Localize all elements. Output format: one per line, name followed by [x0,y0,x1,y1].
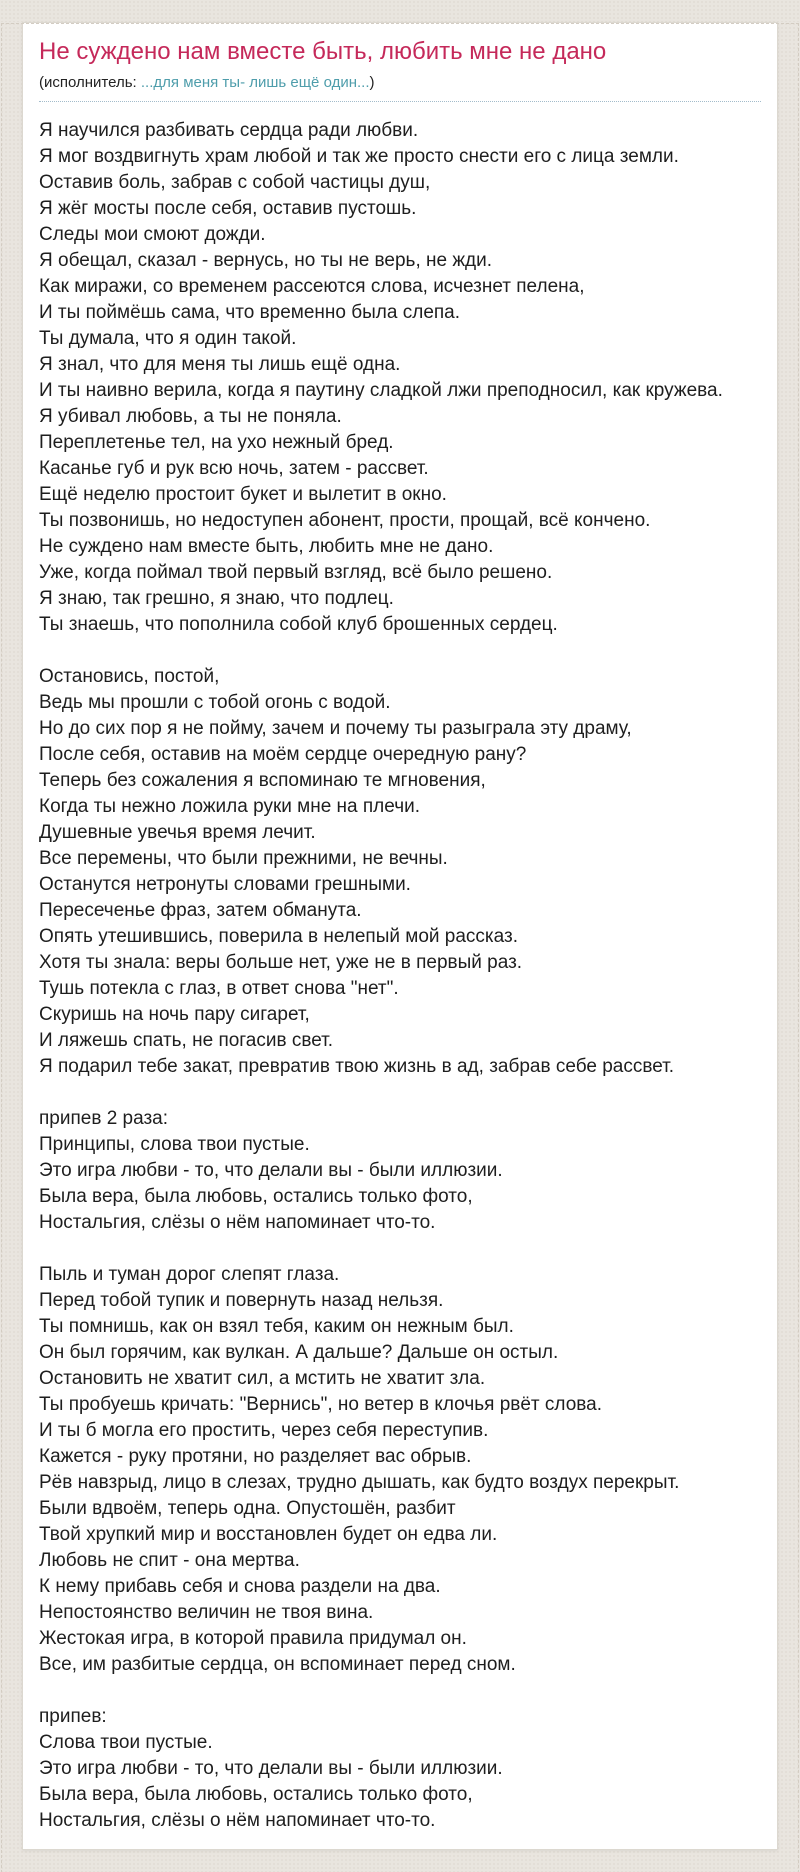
lyric-line: Я жёг мосты после себя, оставив пустошь. [39,198,417,219]
artist-link[interactable]: ...для меня ты- лишь ещё один... [140,74,370,91]
lyric-line: припев: [39,1706,107,1727]
lyric-line: Была вера, была любовь, остались только фото, [39,1784,473,1805]
stanza [39,118,761,638]
lyric-line: Ностальгия, слёзы о нём напоминает что-то. [39,1212,436,1233]
lyric-line: Тушь потекла с глаз, в ответ снова "нет". [39,978,399,999]
lyric-line: Останутся нетронуты словами грешными. [39,874,411,895]
lyric-line: Я научился разбивать сердца ради любви. [39,120,419,141]
lyric-line: Ведь мы прошли с тобой огонь с водой. [39,692,391,713]
lyric-line: Ты знаешь, что пополнила собой клуб брошенных сердец. [39,614,558,635]
lyric-line: Я обещал, сказал - вернусь, но ты не верь, не жди. [39,250,493,271]
lyric-line: Твой хрупкий мир и восстановлен будет он едва ли. [39,1524,498,1545]
lyric-line: Хотя ты знала: веры больше нет, уже не в первый раз. [39,952,523,973]
lyric-line: Ностальгия, слёзы о нём напоминает что-то. [39,1810,436,1831]
lyric-line: Все перемены, что были прежними, не вечны. [39,848,448,869]
lyric-line: И ты б могла его простить, через себя переступив. [39,1420,489,1441]
lyric-line: Остановить не хватит сил, а мстить не хватит зла. [39,1368,486,1389]
lyric-line: К нему прибавь себя и снова раздели на два. [39,1576,441,1597]
lyric-line: Ты позвонишь, но недоступен абонент, прости, прощай, всё кончено. [39,510,651,531]
lyric-line: Как миражи, со временем рассеются слова, исчезнет пелена, [39,276,585,297]
lyric-line: Слова твои пустые. [39,1732,213,1753]
lyric-line: Я подарил тебе закат, превратив твою жизнь в ад, забрав себе рассвет. [39,1056,675,1077]
page-background [0,22,800,1872]
lyric-line: И ты наивно верила, когда я паутину сладкой лжи преподносил, как кружева. [39,380,723,401]
lyric-line: Опять утешившись, поверила в нелепый мой рассказ. [39,926,518,947]
performer-line [39,73,761,102]
lyric-line: И ляжешь спать, не погасив свет. [39,1030,334,1051]
lyric-line: Пересеченье фраз, затем обманута. [39,900,362,921]
header [39,38,761,102]
lyric-line: Ещё неделю простоит букет и вылетит в окно. [39,484,447,505]
lyric-line: Любовь не спит - она мертва. [39,1550,300,1571]
lyric-line: Теперь без сожаления я вспоминаю те мгновения, [39,770,486,791]
lyric-line: Я мог воздвигнуть храм любой и так же просто снести его с лица земли. [39,146,679,167]
lyric-line: Уже, когда поймал твой первый взгляд, всё было решено. [39,562,553,583]
stanza [39,664,761,1080]
lyric-line: Все, им разбитые сердца, он вспоминает перед сном. [39,1654,516,1675]
lyric-line: Скуришь на ночь пару сигарет, [39,1004,310,1025]
lyric-line: Я знал, что для меня ты лишь ещё одна. [39,354,401,375]
lyric-line: Но до сих пор я не пойму, зачем и почему ты разыграла эту драму, [39,718,632,739]
lyric-line: Когда ты нежно ложила руки мне на плечи. [39,796,420,817]
performer-suffix: ) [369,74,375,91]
lyric-line: Остановись, постой, [39,666,220,687]
lyric-line: припев 2 раза: [39,1108,169,1129]
page-title: Не суждено нам вместе быть, любить мне не дано [39,38,607,65]
lyric-line: После себя, оставив на моём сердце очередную рану? [39,744,527,765]
lyric-line: Рёв навзрыд, лицо в слезах, трудно дышать, как будто воздух перекрыт. [39,1472,680,1493]
lyric-line: Ты думала, что я один такой. [39,328,297,349]
performer-label: (исполнитель: [39,74,137,91]
lyric-line: Ты помнишь, как он взял тебя, каким он нежным был. [39,1316,514,1337]
lyric-line: Это игра любви - то, что делали вы - были иллюзии. [39,1160,503,1181]
stanza [39,1704,761,1834]
lyric-line: Я знаю, так грешно, я знаю, что подлец. [39,588,394,609]
lyric-line: Пыль и туман дорог слепят глаза. [39,1264,340,1285]
lyric-line: Непостоянство величин не твоя вина. [39,1602,374,1623]
stanza [39,1106,761,1236]
lyric-line: Кажется - руку протяни, но разделяет вас обрыв. [39,1446,472,1467]
lyric-line: Принципы, слова твои пустые. [39,1134,310,1155]
lyric-line: Жестокая игра, в которой правила придумал он. [39,1628,467,1649]
lyrics-card [22,22,778,1850]
lyric-line: Следы мои смоют дожди. [39,224,266,245]
lyric-line: И ты поймёшь сама, что временно была слепа. [39,302,461,323]
lyric-line: Была вера, была любовь, остались только фото, [39,1186,473,1207]
lyric-line: Ты пробуешь кричать: "Вернись", но ветер в клочья рвёт слова. [39,1394,602,1415]
lyric-line: Касанье губ и рук всю ночь, затем - рассвет. [39,458,429,479]
lyric-line: Я убивал любовь, а ты не поняла. [39,406,342,427]
lyric-line: Он был горячим, как вулкан. А дальше? Дальше он остыл. [39,1342,559,1363]
lyric-line: Переплетенье тел, на ухо нежный бред. [39,432,394,453]
lyrics-text [39,118,761,1834]
lyric-line: Душевные увечья время лечит. [39,822,316,843]
lyric-line: Оставив боль, забрав с собой частицы душ, [39,172,431,193]
stanza [39,1262,761,1678]
lyric-line: Были вдвоём, теперь одна. Опустошён, разбит [39,1498,456,1519]
lyric-line: Не суждено нам вместе быть, любить мне не дано. [39,536,494,557]
lyric-line: Это игра любви - то, что делали вы - были иллюзии. [39,1758,503,1779]
lyric-line: Перед тобой тупик и повернуть назад нельзя. [39,1290,444,1311]
